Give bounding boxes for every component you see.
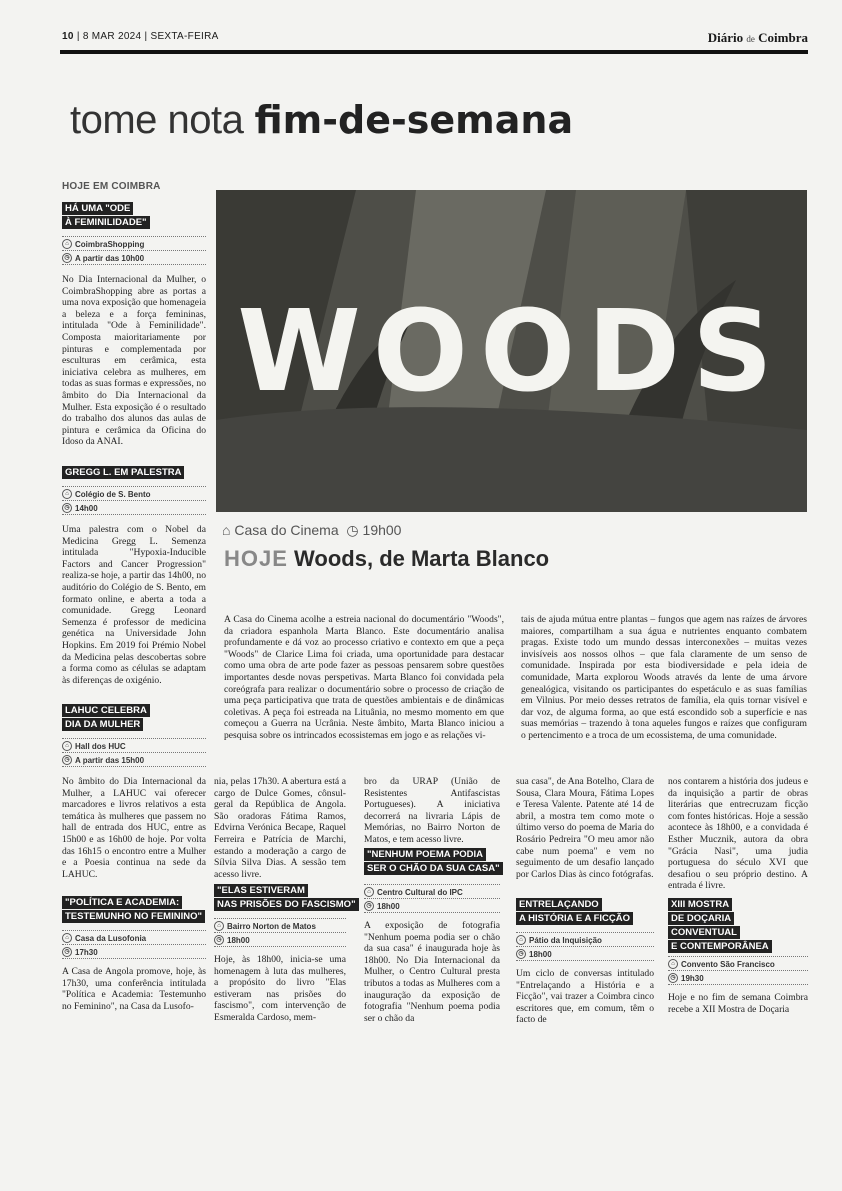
left-item-1-text: No Dia Internacional da Mulher, o CoimbraShopping abre as portas a uma nova exposição que homenageia a beleza e a força femininas, intitulada "Ode à Feminilidade". Composta maioritariamente por pinturas e complementada por esculturas em cerâmica, esta iniciativa celebra as mulheres, em todas as suas formas e expressões, no âmbito do Dia Internacional da Mulher. Esta exposição é o resultado do trabalho dos alunos das aulas de pintura e cerâmica da Oficina do Idoso da ANAI. (62, 274, 206, 448)
left-item-2-heading: GREGG L. EM PALESTRA (62, 466, 184, 480)
clock-icon: ◷ (342, 522, 359, 538)
left-item-4-text: A Casa de Angola promove, hoje, às 17h30, uma conferência intitulada "Política e Academia: Testemunho no Feminino", na Casa da Lusofo- (62, 966, 206, 1012)
clock-icon: ◷ (516, 949, 526, 959)
bottom-col-4-text: sua casa", de Ana Botelho, Clara de Sousa, Clara Moura, Fátima Lopes e Teresa Valente. Patente até 14 de abril, a mostra tem como mote o último verso do poema de Maria do Rosário Pedreira "O meu amor não cabe num poema" e vem no seguimento de um desafio lançado por Carlos Dias às cinco fotógrafas. (516, 776, 654, 880)
bottom-col-3-text-2: A exposição de fotografia "Nenhum poema podia ser o chão da sua casa" é inaugurada hoje às 18h00. No Dia Internacional da Mulher, o Centro Cultural presta tributos a todas as Mulheres com a inauguração da exposição de fotografia "Nenhum poema podia ser o chão da (364, 920, 500, 1024)
bottom-col-3-heading: "NENHUM POEMA PODIA SER O CHÃO DA SUA CASA" (364, 848, 503, 876)
left-item-3-text: No âmbito do Dia Internacional da Mulher, a LAHUC vai oferecer marcadores e livros relativos a esta temática às mulheres que passem no hall de entrada dos HUC, entre as 15h00 e as 16h00 de hoje. Por volta das 16h15 o encontro entre a Mulher e a Poesia continua na sede da LAHUC. (62, 776, 206, 880)
left-item-1-heading: HÁ UMA "ODE À FEMINILIDADE" (62, 202, 150, 230)
clock-icon: ◷ (364, 901, 374, 911)
left-item-2-meta: ⌂ Colégio de S. Bento ◷ 14h00 (62, 486, 206, 515)
section-label: HOJE EM COIMBRA (62, 181, 161, 192)
bottom-col-4-meta: ⌂ Pátio da Inquisição ◷ 18h00 (516, 932, 654, 961)
feature-photo (216, 190, 807, 512)
home-icon: ⌂ (222, 522, 231, 538)
left-item-3-heading: LAHUC CELEBRA DIA DA MULHER (62, 704, 150, 732)
bottom-col-2-meta: ⌂ Bairro Norton de Matos ◷ 18h00 (214, 918, 346, 947)
bottom-col-2-text-2: Hoje, às 18h00, inicia-se uma homenagem à luta das mulheres, a propósito do livro "Elas estiveram nas prisões do fascismo", com intervenção de Esmeralda Cardoso, mem- (214, 954, 346, 1023)
header-rule (60, 50, 808, 54)
feature-headline: HOJE Woods, de Marta Blanco (224, 546, 550, 571)
location-icon: ⌂ (62, 741, 72, 751)
bottom-col-5-text: nos contarem a história dos judeus e da inquisição a partir de obras literárias que entrecruzam ficção com fontes históricas. Hoje a sessão acontece às 18h00, e a convidada é Esther Mucznik, autora da obra "Grácia Nasi", uma judia portuguesa do século XVI que desafiou o seu próprio destino. A entrada é livre. (668, 776, 808, 892)
bottom-col-4-heading: ENTRELAÇANDO A HISTÓRIA E A FICÇÃO (516, 898, 633, 926)
forest-image (216, 190, 807, 512)
bottom-col-5-heading: XIII MOSTRA DE DOÇARIA CONVENTUAL E CONTEMPORÂNEA (668, 898, 772, 954)
bottom-col-2-heading: "ELAS ESTIVERAM NAS PRISÕES DO FASCISMO" (214, 884, 359, 912)
location-icon: ⌂ (62, 933, 72, 943)
page-header-info: 10 | 8 MAR 2024 | SEXTA-FEIRA (62, 31, 219, 42)
left-item-4-heading: "POLÍTICA E ACADEMIA: TESTEMUNHO NO FEMININO" (62, 896, 205, 924)
clock-icon: ◷ (214, 935, 224, 945)
feature-body-col-1: A Casa do Cinema acolhe a estreia nacional do documentário "Woods", da criadora espanhola Marta Blanco. Este documentário analisa profundamente e dá voz ao processo criativo e contexto em que a peça "Woods" de Clarice Lima foi criada, uma oportunidade para destacar como uma obra de arte pode fazer as pessoas pensarem sobre questões importantes desde novas perspetivas. Marta Blanco foi convidada pela coreógrafa para realizar o documentário sobre o processo de criação de uma peça participativa que trata de questões ambientais e de dinâmicas coletivas. A peça foi estreada na Lituânia, no mesmo momento em que começou a Guerra na Ucrânia. Neste âmbito, Marta Blanco iniciou a pesquisa sobre os intrincados ecossistemas em jogo e as relações vi- (224, 614, 504, 741)
location-icon: ⌂ (516, 935, 526, 945)
clock-icon: ◷ (62, 947, 72, 957)
bottom-col-4-text-2: Um ciclo de conversas intitulado "Entrelaçando a História e a Ficção", vai trazer a Coimbra cinco escritores que, em comum, têm o facto de (516, 968, 654, 1026)
bottom-col-5-text-2: Hoje e no fim de semana Coimbra recebe a XII Mostra de Doçaria (668, 992, 808, 1015)
location-icon: ⌂ (668, 959, 678, 969)
photo-title-word: WOODS (237, 287, 785, 417)
location-icon: ⌂ (62, 239, 72, 249)
issue-date: 8 MAR 2024 (82, 31, 142, 42)
left-item-2-text: Uma palestra com o Nobel da Medicina Gregg L. Semenza intitulada "Hypoxia-Inducible Factors and Cancer Progression" realiza-se hoje, a partir das 14h00, no auditório do Colégio de S. Bento, em formato online, e aberta a toda a comunidade. Gregg Leonard Semenza é professor de medicina genética na Universidade John Hopkins. Em 2019 foi Prémio Nobel da Medicina pelas descobertas sobre a forma como as células se adaptam às diferenças de oxigénio. (62, 524, 206, 686)
bottom-col-2-text: nia, pelas 17h30. A abertura está a cargo de Dulce Gomes, cônsul-geral da República de Angola. São oradoras Fátima Ramos, Edvirna Verónica Becape, Raquel Ferreira e Patrícia de Marchi, estando a moderação a cargo de Sílvia Silva Dias. A sessão tem acesso livre. (214, 776, 346, 880)
clock-icon: ◷ (62, 503, 72, 513)
left-item-3-meta: ⌂ Hall dos HUC ◷ A partir das 15h00 (62, 738, 206, 767)
bottom-col-5-meta: ⌂ Convento São Francisco ◷ 19h30 (668, 956, 808, 985)
clock-icon: ◷ (668, 973, 678, 983)
bottom-col-3-text: bro da URAP (União de Resistentes Antifascistas Portugueses). A iniciativa decorrerá na livraria Lápis de Memórias, no Bairro Norton de Matos, e tem acesso livre. (364, 776, 500, 845)
bottom-col-3-meta: ⌂ Centro Cultural do IPC ◷ 18h00 (364, 884, 500, 913)
location-icon: ⌂ (62, 489, 72, 499)
page-title: tome nota fim-de-semana (70, 98, 574, 142)
newspaper-brand: Diário de Coimbra (707, 30, 808, 45)
location-icon: ⌂ (364, 887, 374, 897)
issue-weekday: SEXTA-FEIRA (150, 31, 219, 42)
page-number: 10 (62, 31, 74, 42)
left-item-1-meta: ⌂ CoimbraShopping ◷ A partir das 10h00 (62, 236, 206, 265)
left-item-4-meta: ⌂ Casa da Lusofonia ◷ 17h30 (62, 930, 206, 959)
location-icon: ⌂ (214, 921, 224, 931)
feature-body-col-2: tais de ajuda mútua entre plantas – fungos que agem nas raízes de árvores maiores, compartilham a sua água e nutrientes enquanto combatem pragas. Existe todo um mundo dessas interconexões – muitas vezes invisíveis aos nossos olhos – que fala claramente de um senso de comunidade. Inspirada por esta biodiversidade e pela ideia de comunidade, Marta explorou Woods através da lente de uma árvore genealógica, visitando os participantes do espetáculo e as suas famílias em Vilnius. Por meio desses retratos de família, ela quis tornar visível e dar voz, de alguma forma, ao que está escondido sob a superfície e nas suas memórias – trazendo à tona aqueles fungos e raízes que configuram o pertencimento e a troca de um ecossistema, de uma comunidade. (521, 614, 807, 741)
clock-icon: ◷ (62, 253, 72, 263)
feature-venue: ⌂ Casa do Cinema ◷ 19h00 (222, 522, 402, 538)
clock-icon: ◷ (62, 755, 72, 765)
